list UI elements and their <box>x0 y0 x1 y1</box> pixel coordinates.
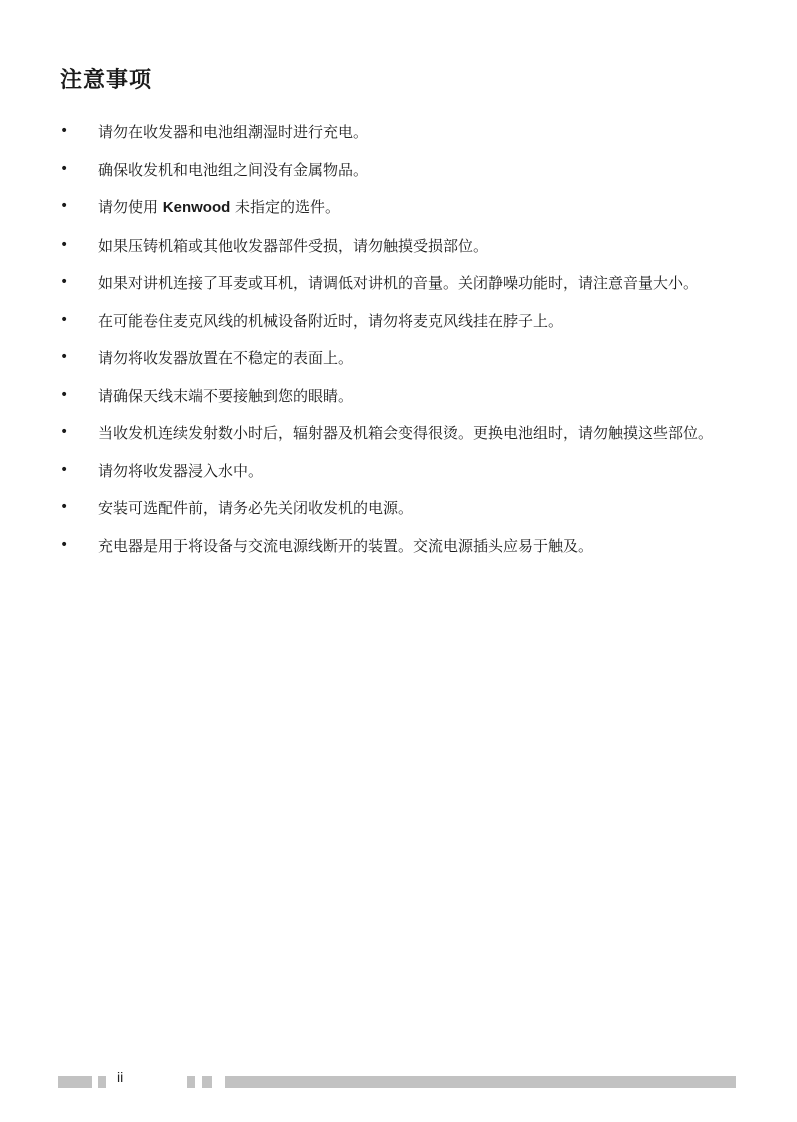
note-text: 如果对讲机连接了耳麦或耳机，请调低对讲机的音量。关闭静噪功能时，请注意音量大小。 <box>98 274 699 292</box>
bullet-icon: • <box>60 274 69 290</box>
note-text: 请勿在收发器和电池组潮湿时进行充电。 <box>98 123 369 141</box>
note-text: 在可能卷住麦克风线的机械设备附近时，请勿将麦克风线挂在脖子上。 <box>98 311 564 330</box>
bullet-icon: • <box>60 160 69 177</box>
note-text: 充电器是用于将设备与交流电源线断开的装置。交流电源插头应易于触及。 <box>98 536 594 555</box>
note-text: 安装可选配件前，请务必先关闭收发机的电源。 <box>98 499 414 517</box>
bullet-icon: • <box>60 236 69 253</box>
note-item-3 <box>0 193 797 222</box>
footer-bar-mark-2 <box>202 1076 212 1088</box>
note-text: 确保收发机和电池组之间没有金属物品。 <box>98 160 369 179</box>
note-text-after-brand: 未指定的选件。 <box>230 198 341 216</box>
note-item-9 <box>0 419 797 447</box>
bullet-icon: • <box>60 536 69 553</box>
note-text: 请勿将收发器放置在不稳定的表面上。 <box>98 349 354 367</box>
note-text: 当收发机连续发射数小时后，辐射器及机箱会变得很烫。更换电池组时，请勿触摸这些部位。 <box>98 424 714 442</box>
note-item-12 <box>0 532 797 560</box>
bullet-icon: • <box>60 198 69 214</box>
footer-bar-left-small <box>98 1076 106 1088</box>
note-item-8 <box>0 382 797 410</box>
note-item-7 <box>0 344 797 372</box>
page-title: 注意事项 <box>60 68 153 93</box>
note-item-5 <box>0 269 797 297</box>
bullet-icon: • <box>60 386 69 403</box>
note-item-6 <box>0 307 797 335</box>
note-text: 请勿将收发器浸入水中。 <box>98 461 264 480</box>
bullet-icon: • <box>60 461 69 478</box>
notes-list <box>0 118 797 569</box>
bullet-icon: • <box>60 123 69 139</box>
page-number: ii <box>117 1069 124 1085</box>
bullet-icon: • <box>60 311 69 328</box>
bullet-icon: • <box>60 499 69 515</box>
footer-bar-mark-1 <box>187 1076 195 1088</box>
note-item-11 <box>0 494 797 522</box>
note-text-before-brand: 请勿使用 <box>98 198 163 216</box>
note-item-2 <box>0 156 797 184</box>
note-item-4 <box>0 232 797 260</box>
bullet-icon: • <box>60 349 69 365</box>
brand-name: Kenwood <box>162 199 231 216</box>
footer-bar-long <box>225 1076 736 1088</box>
note-text: 如果压铸机箱或其他收发器部件受损，请勿触摸受损部位。 <box>98 236 489 255</box>
page-footer <box>0 1068 797 1098</box>
note-text: 请确保天线末端不要接触到您的眼睛。 <box>98 386 354 405</box>
bullet-icon: • <box>60 424 69 440</box>
note-item-1 <box>0 118 797 146</box>
footer-bar-left <box>58 1076 92 1088</box>
note-item-10 <box>0 457 797 485</box>
